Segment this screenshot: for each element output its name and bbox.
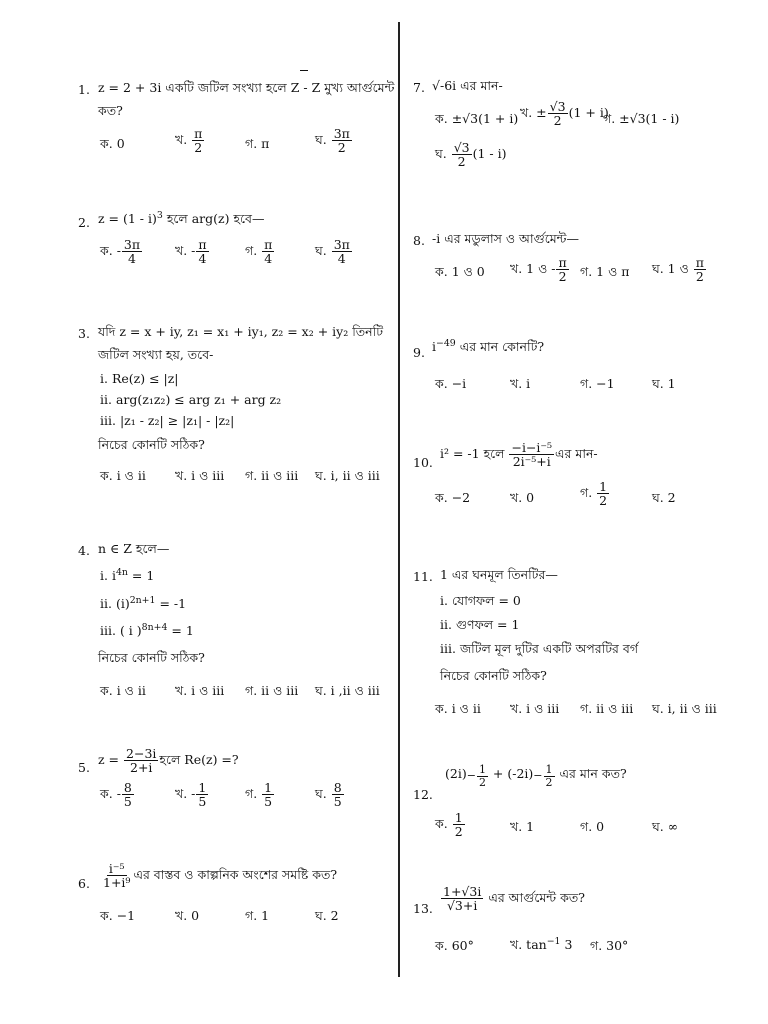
q11-ask: নিচের কোনটি সঠিক? bbox=[440, 668, 547, 683]
q3-option-3: গ. ii ও iii bbox=[245, 468, 299, 483]
q10-option-4: ঘ. 2 bbox=[652, 490, 676, 505]
q8-option-3: গ. 1 ও π bbox=[580, 264, 630, 279]
q3-statement-i: i. Re(z) ≤ |z| bbox=[100, 371, 179, 386]
q3-number: 3. bbox=[78, 326, 90, 341]
q2-option-2: খ. - $\frac{\pi}{4}$ bbox=[175, 237, 207, 267]
q13-stem: $\frac{1+√3i}{√3+i}$ এর আর্গুমেন্ট কত? bbox=[443, 884, 585, 914]
q3-option-4: ঘ. i, ii ও iii bbox=[315, 468, 380, 483]
q8-number: 8. bbox=[413, 233, 425, 248]
q4-statement-iii: iii. ( i )$^{8n+4}$ = 1 bbox=[100, 622, 194, 639]
q5-option-1: ক. - $\frac{8}{5}$ bbox=[100, 780, 132, 810]
q9-stem: $i^{-49}$ এর মান কোনটি? bbox=[432, 338, 545, 355]
q2-stem: z = (1 - i)$^3$ হলে arg(z) হবে— bbox=[98, 210, 265, 227]
q6-option-2: খ. 0 bbox=[175, 908, 200, 923]
q4-stem: n ∈ Z হলে— bbox=[98, 541, 170, 556]
q4-number: 4. bbox=[78, 543, 90, 558]
q1-option-1: ক. 0 bbox=[100, 136, 125, 151]
q5-option-4: ঘ. $\frac{8}{5}$ bbox=[315, 780, 342, 810]
q12-option-3: গ. 0 bbox=[580, 819, 605, 834]
q3-option-2: খ. i ও iii bbox=[175, 468, 225, 483]
q4-option-1: ক. i ও ii bbox=[100, 683, 146, 698]
q10-number: 10. bbox=[413, 455, 433, 470]
q4-option-4: ঘ. i ,ii ও iii bbox=[315, 683, 380, 698]
q1-stem-c: কত? bbox=[98, 103, 123, 118]
q10-stem: i² = -1 হলে $\frac{\text{−i−i⁻⁵}}{\text{2i⁻⁵+i}}$ এর মান- bbox=[440, 440, 598, 470]
q1-option-3: গ. π bbox=[245, 136, 270, 151]
q3-stem: যদি z = x + iy, z₁ = x₁ + iy₁, z₂ = x₂ + iy₂ তিনটি bbox=[98, 324, 384, 339]
q7-option-3: গ. ±√3(1 - i) bbox=[603, 111, 680, 126]
q12-number: 12. bbox=[413, 787, 433, 802]
q13-option-2: খ. $\tan^{-1} 3$ bbox=[510, 936, 573, 953]
q1-conjugate-bar bbox=[300, 70, 308, 71]
q3-stem-b: জটিল সংখ্যা হয়, তবে- bbox=[98, 347, 214, 362]
q1-stem bbox=[98, 80, 394, 100]
q11-statement-i: i. যোগফল = 0 bbox=[440, 593, 521, 608]
q9-option-3: গ. −1 bbox=[580, 376, 615, 391]
q8-option-4: ঘ. 1 ও $\frac{\pi}{2}$ bbox=[652, 255, 704, 285]
q4-option-2: খ. i ও iii bbox=[175, 683, 225, 698]
q9-option-4: ঘ. 1 bbox=[652, 376, 676, 391]
q7-option-2: খ. ± $\frac{√3}{2}$ (1 + i) bbox=[520, 99, 609, 129]
q1-option-4: ঘ. $\frac{3\pi}{2}$ bbox=[315, 126, 350, 156]
q13-option-1: ক. 60° bbox=[435, 938, 474, 953]
q12-option-4: ঘ. ∞ bbox=[652, 819, 679, 834]
q13-option-3: গ. 30° bbox=[590, 938, 629, 953]
q1-stem-a: z = 2 + 3i একটি জটিল সংখ্যা হলে Z - Z bbox=[98, 80, 321, 95]
q12-option-1: ক. $\frac{1}{2}$ bbox=[435, 810, 463, 840]
q11-option-3: গ. ii ও iii bbox=[580, 701, 634, 716]
q5-stem: z = $\frac{2-3i}{2+i}$ হলে Re(z) =? bbox=[98, 746, 239, 776]
q11-option-4: ঘ. i, ii ও iii bbox=[652, 701, 717, 716]
q9-option-1: ক. −i bbox=[435, 376, 467, 391]
q7-stem: √-6i এর মান- bbox=[432, 78, 503, 93]
q7-number: 7. bbox=[413, 80, 425, 95]
q11-statement-ii: ii. গুণফল = 1 bbox=[440, 617, 520, 632]
q2-number: 2. bbox=[78, 215, 90, 230]
q3-statement-iii: iii. |z₁ - z₂| ≥ |z₁| - |z₂| bbox=[100, 413, 235, 428]
q10-option-1: ক. −2 bbox=[435, 490, 471, 505]
q8-option-2: খ. 1 ও - $\frac{\pi}{2}$ bbox=[510, 255, 567, 285]
q11-stem: 1 এর ঘনমূল তিনটির— bbox=[440, 567, 558, 582]
q1-option-2: খ. $\frac{\pi}{2}$ bbox=[175, 126, 203, 156]
q2-option-1: ক. - $\frac{3\pi}{4}$ bbox=[100, 237, 141, 267]
q5-number: 5. bbox=[78, 760, 90, 775]
q6-option-3: গ. 1 bbox=[245, 908, 270, 923]
q1-stem-b: মুখ্য আর্গুমেন্ট bbox=[320, 80, 395, 95]
q9-option-2: খ. i bbox=[510, 376, 531, 391]
q4-ask: নিচের কোনটি সঠিক? bbox=[98, 650, 205, 665]
q9-number: 9. bbox=[413, 345, 425, 360]
q11-number: 11. bbox=[413, 569, 433, 584]
q5-option-2: খ. - $\frac{1}{5}$ bbox=[175, 780, 207, 810]
column-divider bbox=[398, 22, 400, 977]
q4-option-3: গ. ii ও iii bbox=[245, 683, 299, 698]
q12-option-2: খ. 1 bbox=[510, 819, 535, 834]
q6-option-1: ক. −1 bbox=[100, 908, 136, 923]
q12-stem: (2i)− $\frac{1}{2}$ + (-2i)− $\frac{1}{2}$ এর মান কত? bbox=[445, 763, 627, 789]
q8-stem: -i এর মডুলাস ও আর্গুমেন্ট— bbox=[432, 231, 580, 246]
q11-option-2: খ. i ও iii bbox=[510, 701, 560, 716]
q11-statement-iii: iii. জটিল মূল দুটির একটি অপরটির বর্গ bbox=[440, 641, 639, 656]
q7-option-4: ঘ. $\frac{√3}{2}$ (1 - i) bbox=[435, 140, 507, 170]
q10-option-2: খ. 0 bbox=[510, 490, 535, 505]
q6-number: 6. bbox=[78, 876, 90, 891]
q2-option-4: ঘ. $\frac{3\pi}{4}$ bbox=[315, 237, 350, 267]
q13-number: 13. bbox=[413, 901, 433, 916]
q11-option-1: ক. i ও ii bbox=[435, 701, 481, 716]
q6-stem: $\frac{\text{i⁻⁵}}{\text{1+i⁹}}$ এর বাস্তব ও কাল্পনিক অংশের সমষ্টি কত? bbox=[103, 861, 338, 891]
q3-ask: নিচের কোনটি সঠিক? bbox=[98, 437, 205, 452]
q2-option-3: গ. $\frac{\pi}{4}$ bbox=[245, 237, 273, 267]
q6-option-4: ঘ. 2 bbox=[315, 908, 339, 923]
q7-option-1: ক. ±√3(1 + i) bbox=[435, 111, 519, 126]
q3-statement-ii: ii. arg(z₁z₂) ≤ arg z₁ + arg z₂ bbox=[100, 392, 282, 407]
q4-statement-i: i. $i^{4n} = 1$ bbox=[100, 567, 155, 584]
q4-statement-ii: ii. $(i)^{2n+1} = -1$ bbox=[100, 595, 187, 612]
q3-option-1: ক. i ও ii bbox=[100, 468, 146, 483]
q8-option-1: ক. 1 ও 0 bbox=[435, 264, 485, 279]
q1-number: 1. bbox=[78, 82, 90, 97]
q10-option-3: গ. $\frac{1}{2}$ bbox=[580, 479, 608, 509]
q5-option-3: গ. $\frac{1}{5}$ bbox=[245, 780, 273, 810]
